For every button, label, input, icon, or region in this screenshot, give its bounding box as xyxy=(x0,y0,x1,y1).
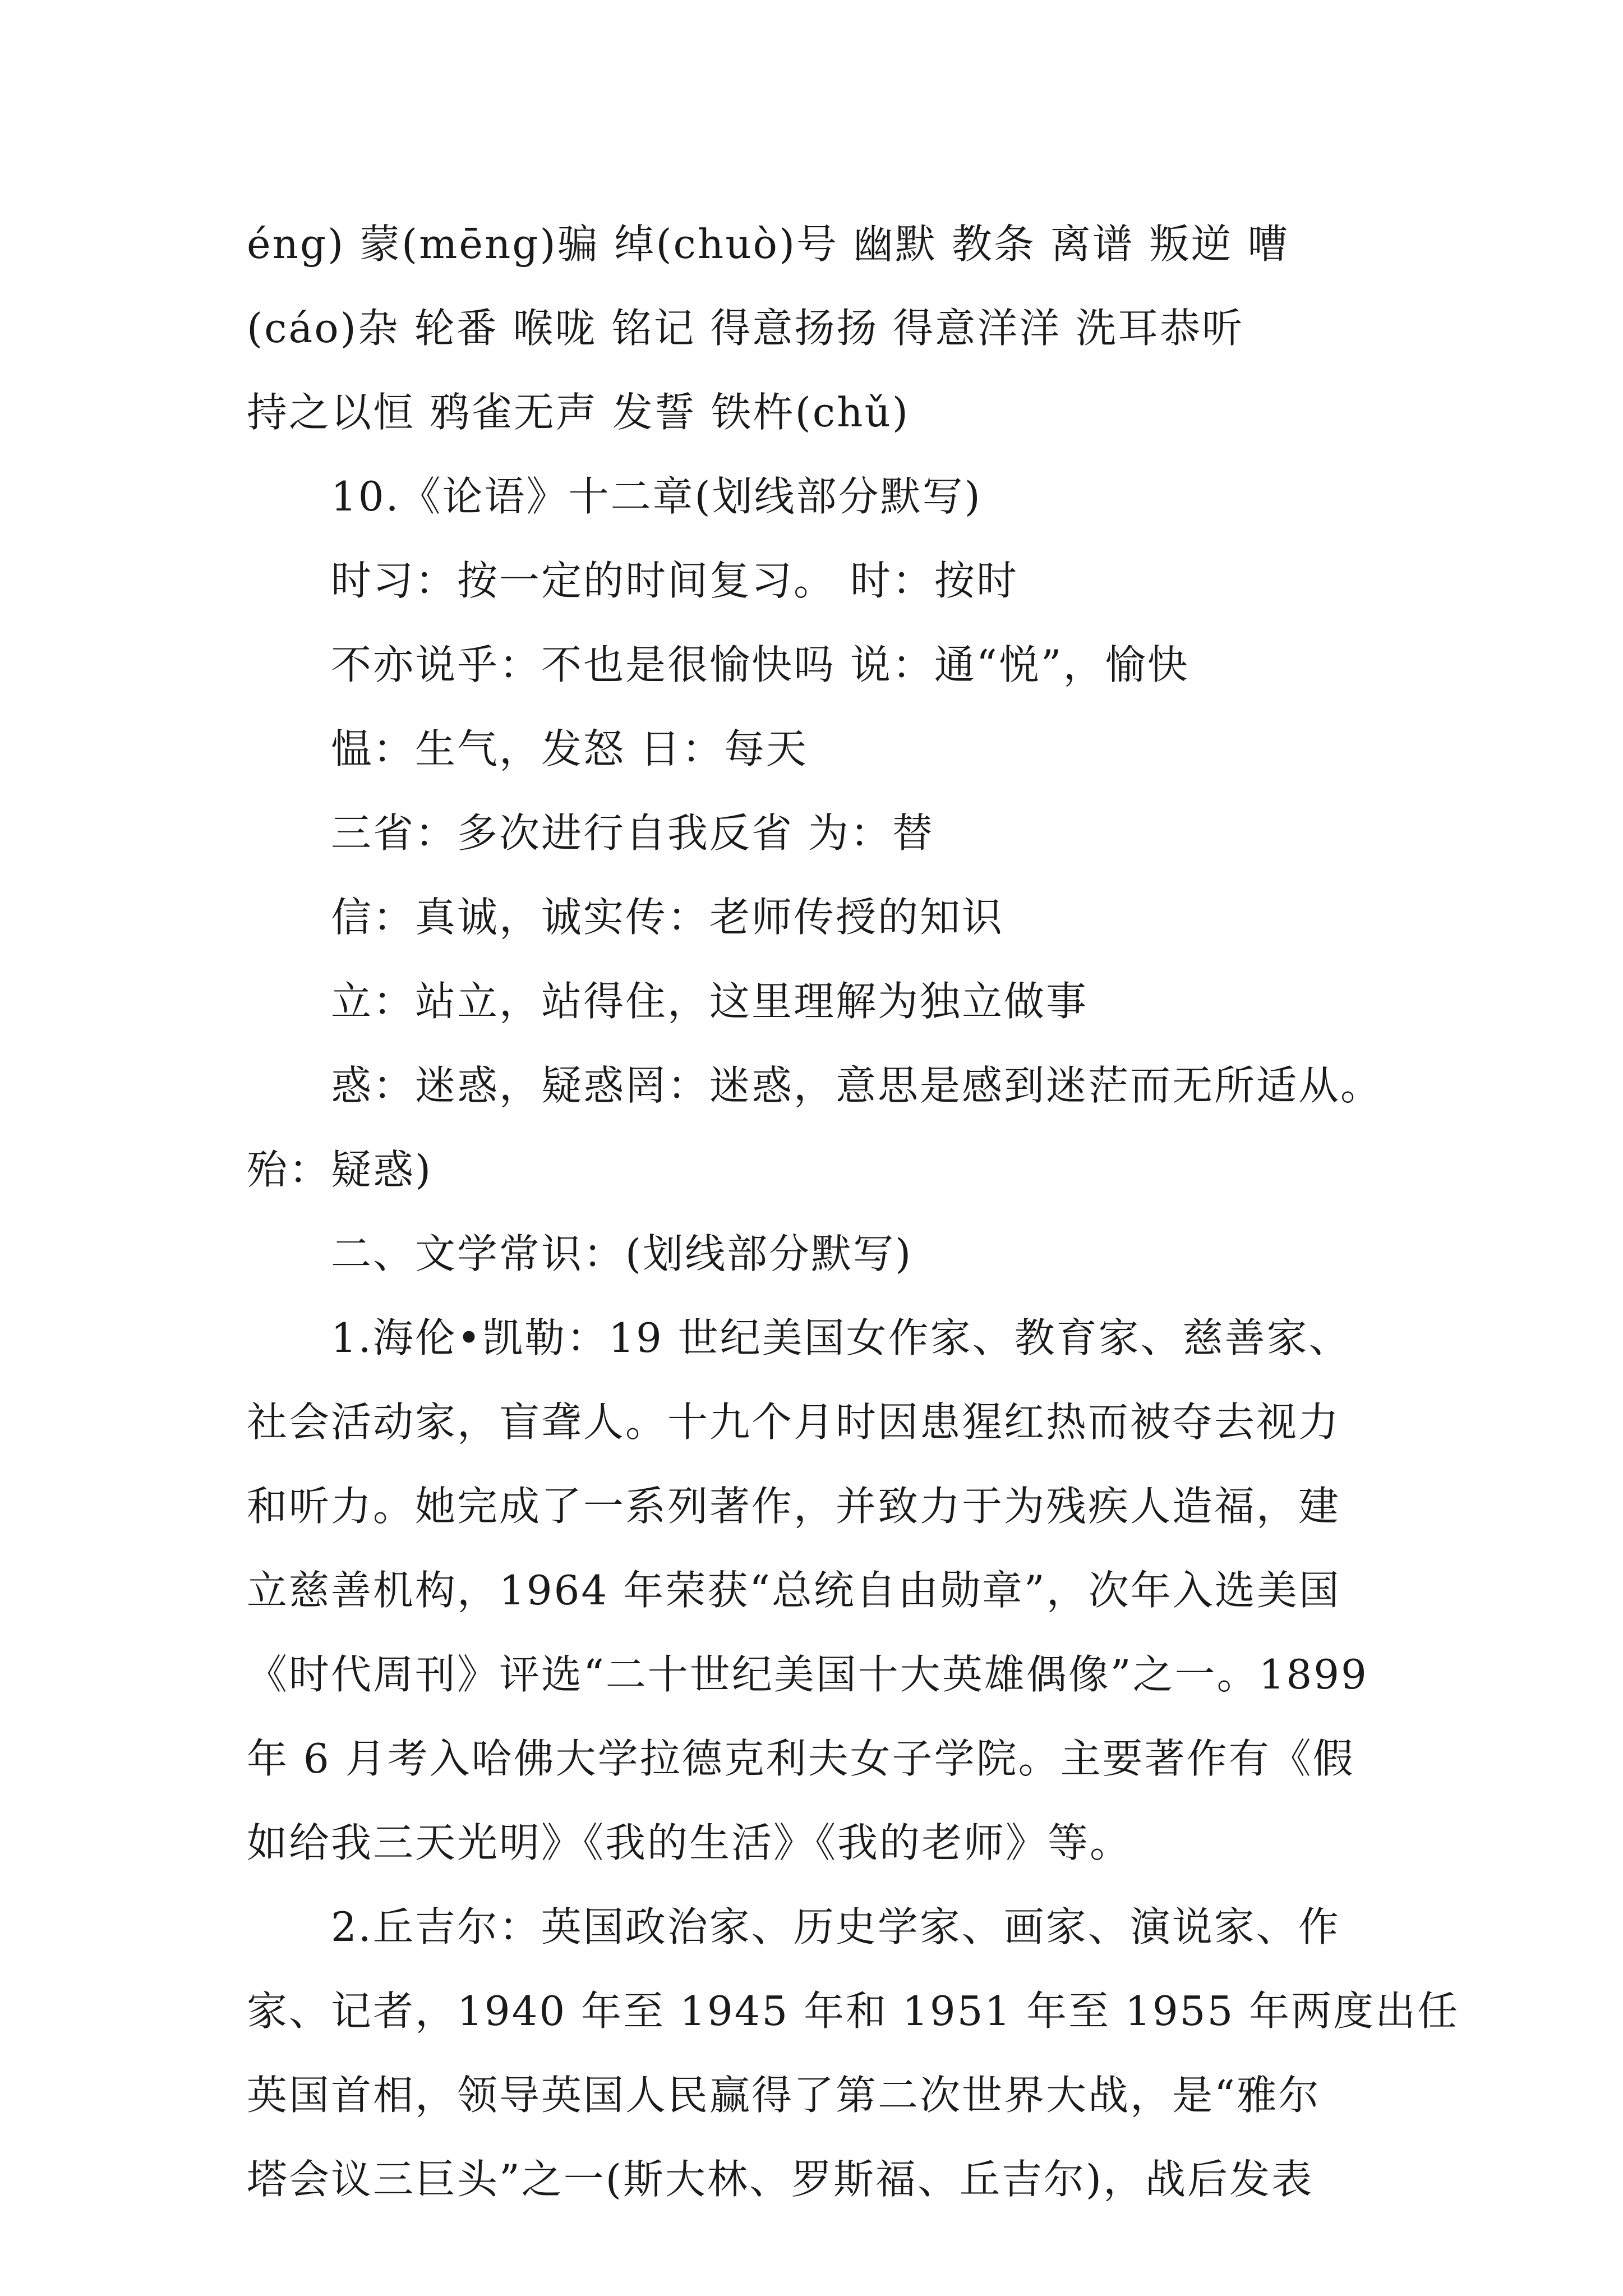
text-line: 立慈善机构，1964 年荣获“总统自由勋章”，次年入选美国 xyxy=(247,1567,1341,1614)
text-line: 不亦说乎：不也是很愉快吗 说：通“悦”，愉快 xyxy=(331,641,1189,688)
text-line: 家、记者，1940 年至 1945 年和 1951 年至 1955 年两度出任 xyxy=(247,1987,1460,2035)
lunyu-note xyxy=(247,539,1391,623)
document-body xyxy=(247,202,1460,2221)
section-heading xyxy=(247,1212,1391,1296)
lunyu-note xyxy=(247,959,1391,1043)
lunyu-note xyxy=(247,791,1391,875)
lunyu-note xyxy=(247,623,1391,707)
churchill-paragraph xyxy=(247,1885,1460,2221)
lunyu-note xyxy=(247,875,1391,959)
text-line: 10.《论语》十二章(划线部分默写) xyxy=(331,473,982,520)
vocab-paragraph xyxy=(247,202,1391,454)
text-line: 如给我三天光明》《我的生活》《我的老师》等。 xyxy=(247,1819,1132,1866)
text-line: 英国首相，领导英国人民赢得了第二次世界大战，是“雅尔 xyxy=(247,2072,1321,2119)
text-line: 年 6 月考入哈佛大学拉德克利夫女子学院。主要著作有《假 xyxy=(247,1735,1355,1782)
text-line: 殆：疑惑) xyxy=(247,1146,433,1193)
text-line: 三省：多次进行自我反省 为：替 xyxy=(331,809,934,857)
text-line: 社会活动家，盲聋人。十九个月时因患猩红热而被夺去视力 xyxy=(247,1398,1341,1446)
text-line: 二、文学常识：(划线部分默写) xyxy=(331,1230,913,1277)
text-line: éng) 蒙(mēng)骗 绰(chuò)号 幽默 教条 离谱 叛逆 嘈 xyxy=(247,220,1290,268)
text-line: 信：真诚，诚实传：老师传授的知识 xyxy=(331,894,1004,941)
text-line: 惑：迷惑，疑惑罔：迷惑，意思是感到迷茫而无所适从。 xyxy=(331,1062,1383,1109)
lunyu-note xyxy=(247,707,1391,791)
text-line: 《时代周刊》评选“二十世纪美国十大英雄偶像”之一。1899 xyxy=(247,1651,1368,1698)
lunyu-note xyxy=(247,1043,1391,1212)
keller-paragraph xyxy=(247,1296,1391,1885)
text-line: 持之以恒 鸦雀无声 发誓 铁杵(chǔ) xyxy=(247,389,910,436)
text-line: 塔会议三巨头”之一(斯大林、罗斯福、丘吉尔)，战后发表 xyxy=(247,2156,1313,2203)
text-line: 和听力。她完成了一系列著作，并致力于为残疾人造福，建 xyxy=(247,1483,1341,1530)
text-line: 2.丘吉尔：英国政治家、历史学家、画家、演说家、作 xyxy=(331,1903,1340,1950)
text-line: 1.海伦•凯勒：19 世纪美国女作家、教育家、慈善家、 xyxy=(331,1314,1351,1361)
text-line: (cáo)杂 轮番 喉咙 铭记 得意扬扬 得意洋洋 洗耳恭听 xyxy=(247,305,1244,352)
text-line: 立：站立，站得住，这里理解为独立做事 xyxy=(331,978,1089,1025)
lunyu-heading xyxy=(247,454,1391,539)
text-line: 愠：生气，发怒 日：每天 xyxy=(331,725,808,772)
text-line: 时习：按一定的时间复习。 时：按时 xyxy=(331,557,1018,604)
